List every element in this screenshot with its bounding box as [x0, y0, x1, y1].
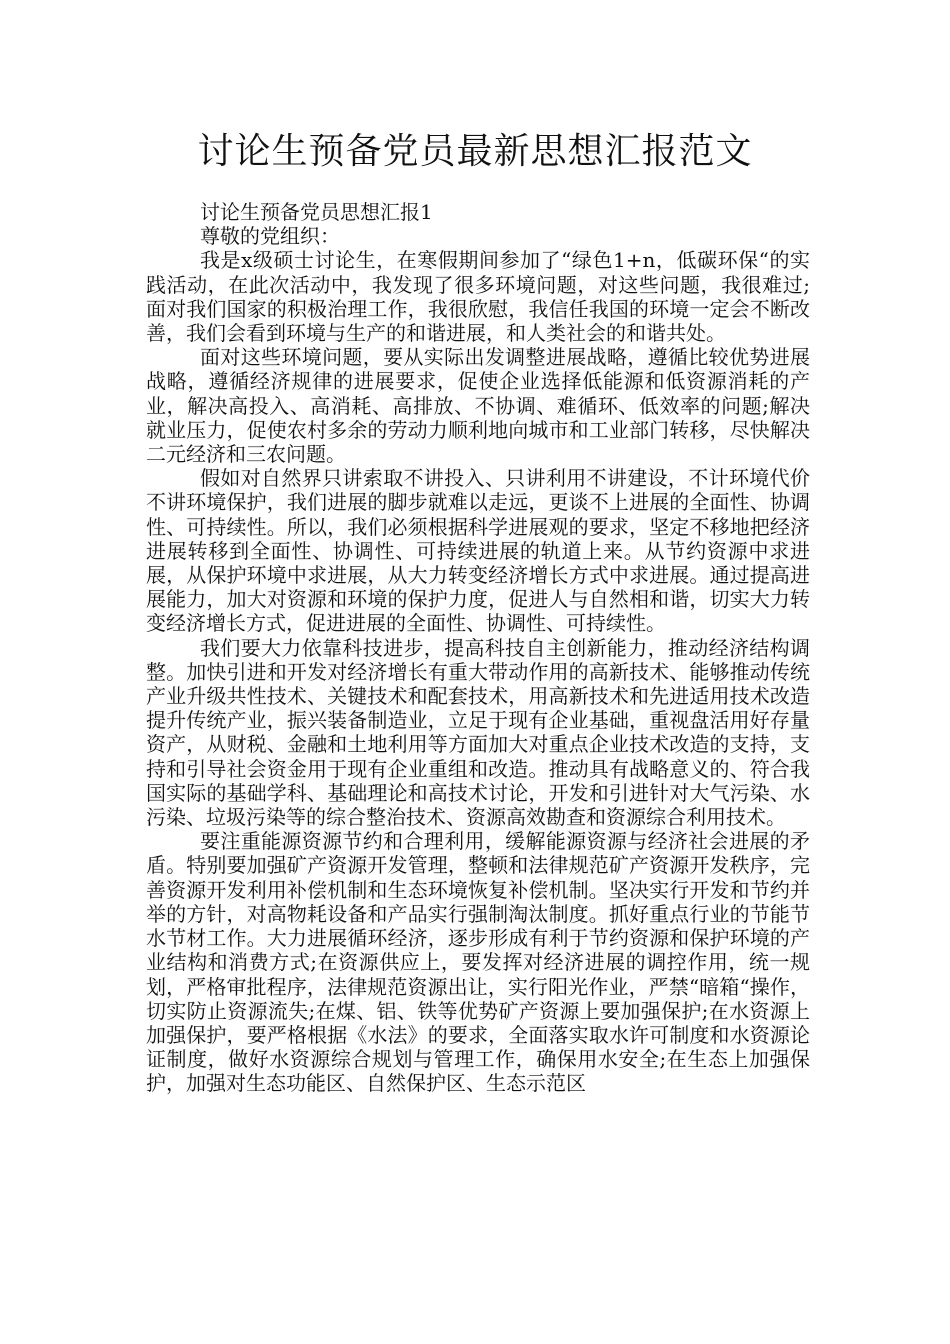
paragraph-1: 我是x级硕士讨论生，在寒假期间参加了“绿色1+n，低碳环保“的实践活动，在此次活动中，我发现了很多环境问题，对这些问题，我很难过;面对我们国家的积极治理工作，我很欣慰，我信任我国的环境一定会不断改善，我们会看到环境与生产的和谐进展，和人类社会的和谐共处。 [146, 248, 810, 346]
paragraph-3: 假如对自然界只讲索取不讲投入、只讲利用不讲建设，不计环境代价不讲环境保护，我们进展的脚步就难以走远，更谈不上进展的全面性、协调性、可持续性。所以，我们必须根据科学进展观的要求，坚定不移地把经济进展转移到全面性、协调性、可持续进展的轨道上来。从节约资源中求进展，从保护环境中求进展，从大力转变经济增长方式中求进展。通过提高进展能力，加大对资源和环境的保护力度，促进人与自然相和谐，切实大力转变经济增长方式，促进进展的全面性、协调性、可持续性。 [146, 466, 810, 636]
document-subtitle: 讨论生预备党员思想汇报1 [200, 200, 433, 224]
salutation: 尊敬的党组织： [200, 224, 340, 249]
paragraph-4: 我们要大力依靠科技进步，提高科技自主创新能力，推动经济结构调整。加快引进和开发对经济增长有重大带动作用的高新技术、能够推动传统产业升级共性技术、关键技术和配套技术，用高新技术和先进适用技术改造提升传统产业，振兴装备制造业，立足于现有企业基础，重视盘活用好存量资产，从财税、金融和土地利用等方面加大对重点企业技术改造的支持，支持和引导社会资金用于现有企业重组和改造。推动具有战略意义的、符合我国实际的基础学科、基础理论和高技术讨论，开发和引进针对大气污染、水污染、垃圾污染等的综合整治技术、资源高效勘查和资源综合利用技术。 [146, 635, 810, 830]
document-title: 讨论生预备党员最新思想汇报范文 [197, 131, 753, 172]
document-body [146, 200, 810, 1096]
paragraph-2: 面对这些环境问题，要从实际出发调整进展战略，遵循比较优势进展战略，遵循经济规律的进展要求，促使企业选择低能源和低资源消耗的产业，解决高投入、高消耗、高排放、不协调、难循环、低效率的问题;解决就业压力，促使农村多余的劳动力顺利地向城市和工业部门转移，尽快解决二元经济和三农问题。 [146, 345, 810, 467]
paragraph-5: 要注重能源资源节约和合理利用，缓解能源资源与经济社会进展的矛盾。特别要加强矿产资源开发管理，整顿和法律规范矿产资源开发秩序，完善资源开发利用补偿机制和生态环境恢复补偿机制。坚决实行开发和节约并举的方针，对高物耗设备和产品实行强制淘汰制度。抓好重点行业的节能节水节材工作。大力进展循环经济，逐步形成有利于节约资源和保护环境的产业结构和消费方式;在资源供应上，要发挥对经济进展的调控作用，统一规划，严格审批程序，法律规范资源出让，实行阳光作业，严禁“暗箱“操作，切实防止资源流失;在煤、铝、铁等优势矿产资源上要加强保护;在水资源上加强保护，要严格根据《水法》的要求，全面落实取水许可制度和水资源论证制度，做好水资源综合规划与管理工作，确保用水安全;在生态上加强保护，加强对生态功能区、自然保护区、生态示范区 [146, 829, 810, 1096]
